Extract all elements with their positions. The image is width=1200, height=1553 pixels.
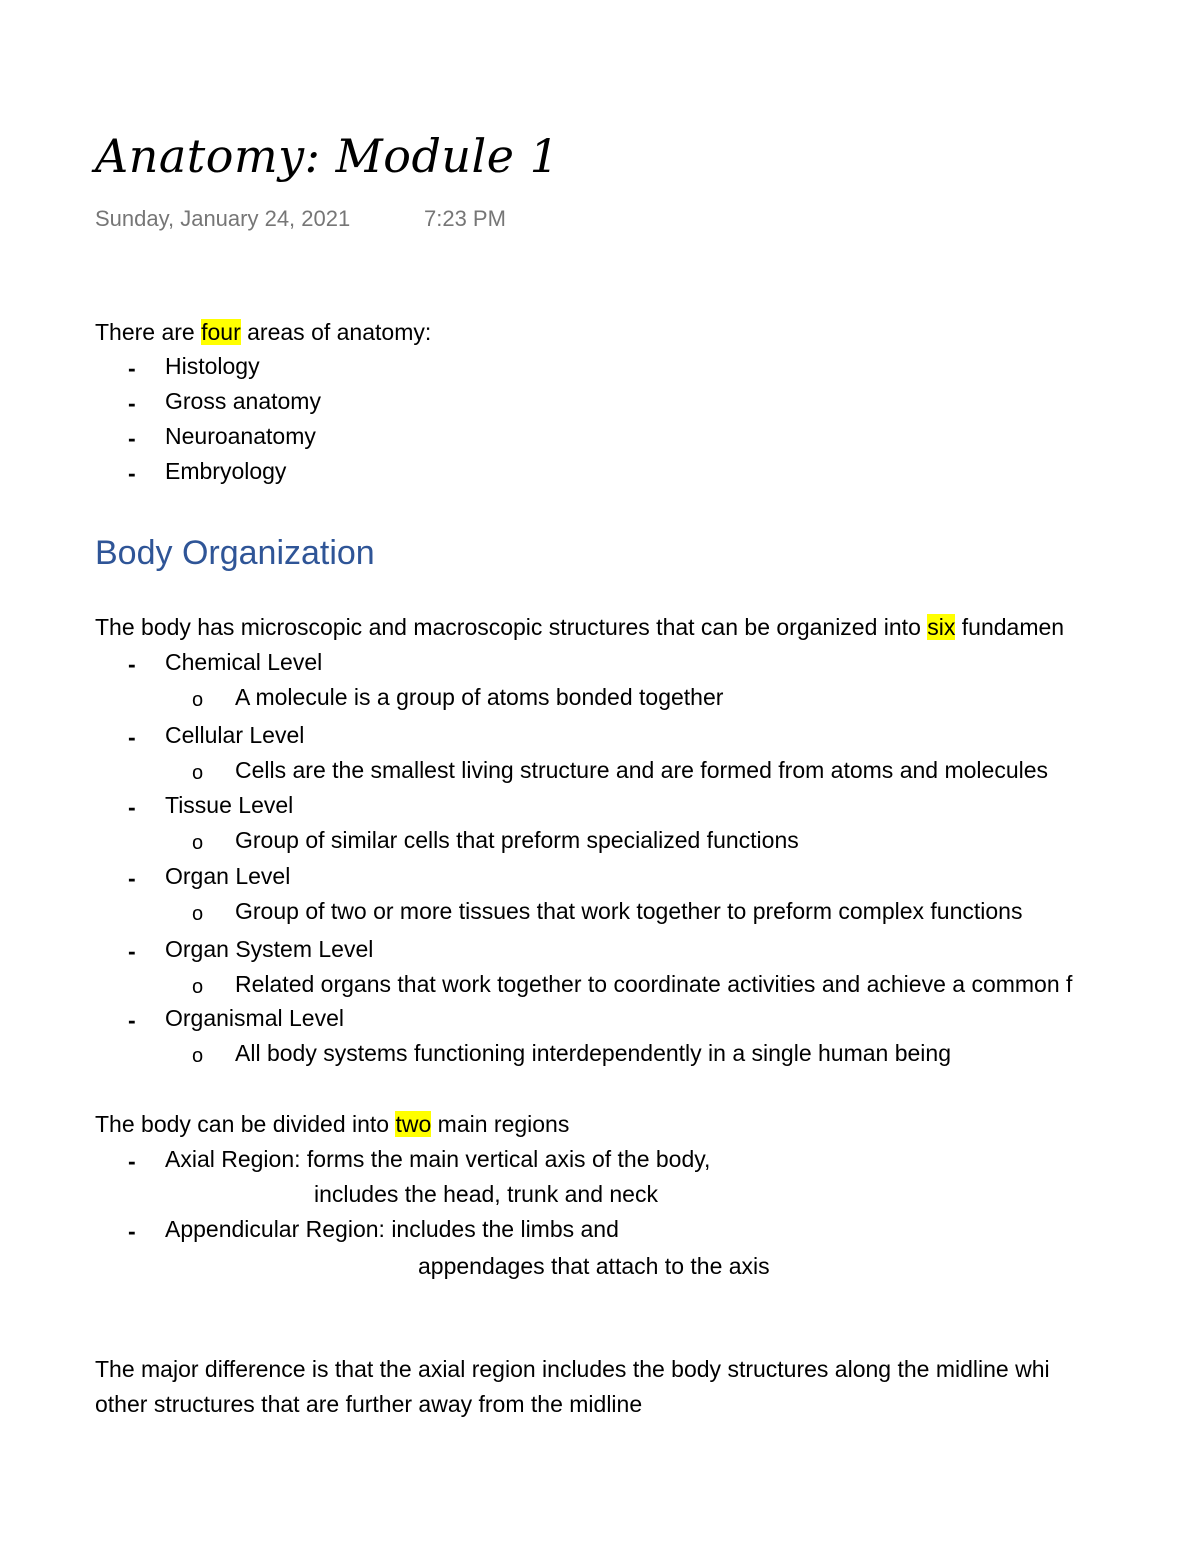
appendicular-region-line2: appendages that attach to the axis [418, 1253, 770, 1279]
bullet-circle: o [192, 903, 204, 925]
note-timestamp [95, 204, 506, 234]
bullet-dash: - [128, 1218, 136, 1244]
bullet-circle: o [192, 832, 204, 854]
bullet-circle: o [192, 689, 204, 711]
page-title: Anatomy: Module 1 [95, 129, 560, 183]
bullet-circle: o [192, 762, 204, 784]
level-label: Chemical Level [165, 649, 323, 675]
difference-line2: other structures that are further away from the midline [95, 1391, 643, 1417]
axial-region-line2: includes the head, trunk and neck [314, 1181, 658, 1207]
body-org-intro [95, 611, 1064, 643]
bullet-dash: - [128, 938, 136, 964]
level-detail: Group of two or more tissues that work together to preform complex functions [235, 898, 1023, 924]
bullet-dash: - [128, 651, 136, 677]
level-label: Organ Level [165, 863, 291, 889]
regions-intro-text-end: main regions [431, 1111, 570, 1137]
regions-intro [95, 1108, 569, 1140]
bullet-dash: - [128, 460, 136, 486]
difference-line1: The major difference is that the axial region includes the body structures along the midline whi [95, 1356, 1050, 1382]
bullet-circle: o [192, 1045, 204, 1067]
level-label: Organismal Level [165, 1005, 344, 1031]
areas-intro-text-end: areas of anatomy: [240, 319, 432, 345]
bullet-dash: - [128, 390, 136, 416]
bullet-dash: - [128, 724, 136, 750]
axial-region-line1: Axial Region: forms the main vertical axis of the body, [165, 1146, 711, 1172]
level-detail: All body systems functioning interdependently in a single human being [235, 1040, 951, 1066]
bullet-dash: - [128, 794, 136, 820]
bullet-circle: o [192, 976, 204, 998]
bullet-dash: - [128, 865, 136, 891]
level-label: Cellular Level [165, 722, 305, 748]
bullet-dash: - [128, 425, 136, 451]
areas-intro [95, 316, 431, 348]
list-item: Embryology [165, 458, 287, 484]
list-item: Histology [165, 353, 260, 379]
highlight-two: two [395, 1111, 432, 1137]
list-item: Neuroanatomy [165, 423, 316, 449]
regions-intro-text: The body can be divided into [95, 1111, 396, 1137]
bullet-dash: - [128, 1148, 136, 1174]
level-detail: Group of similar cells that preform specialized functions [235, 827, 799, 853]
appendicular-region-line1: Appendicular Region: includes the limbs and [165, 1216, 619, 1242]
note-time: 7:23 PM [424, 206, 506, 231]
level-detail: Cells are the smallest living structure and are formed from atoms and molecules [235, 757, 1049, 783]
bullet-dash: - [128, 1007, 136, 1033]
level-detail: A molecule is a group of atoms bonded together [235, 684, 724, 710]
level-label: Organ System Level [165, 936, 374, 962]
level-detail: Related organs that work together to coordinate activities and achieve a common f [235, 971, 1073, 997]
highlight-four: four [201, 319, 241, 345]
body-org-intro-text: The body has microscopic and macroscopic structures that can be organized into [95, 614, 928, 640]
highlight-six: six [927, 614, 956, 640]
note-date: Sunday, January 24, 2021 [95, 206, 351, 231]
list-item: Gross anatomy [165, 388, 321, 414]
level-label: Tissue Level [165, 792, 294, 818]
section-heading: Body Organization [95, 534, 375, 572]
bullet-dash: - [128, 355, 136, 381]
areas-intro-text: There are [95, 319, 202, 345]
body-org-intro-text-end: fundamen [955, 614, 1065, 640]
